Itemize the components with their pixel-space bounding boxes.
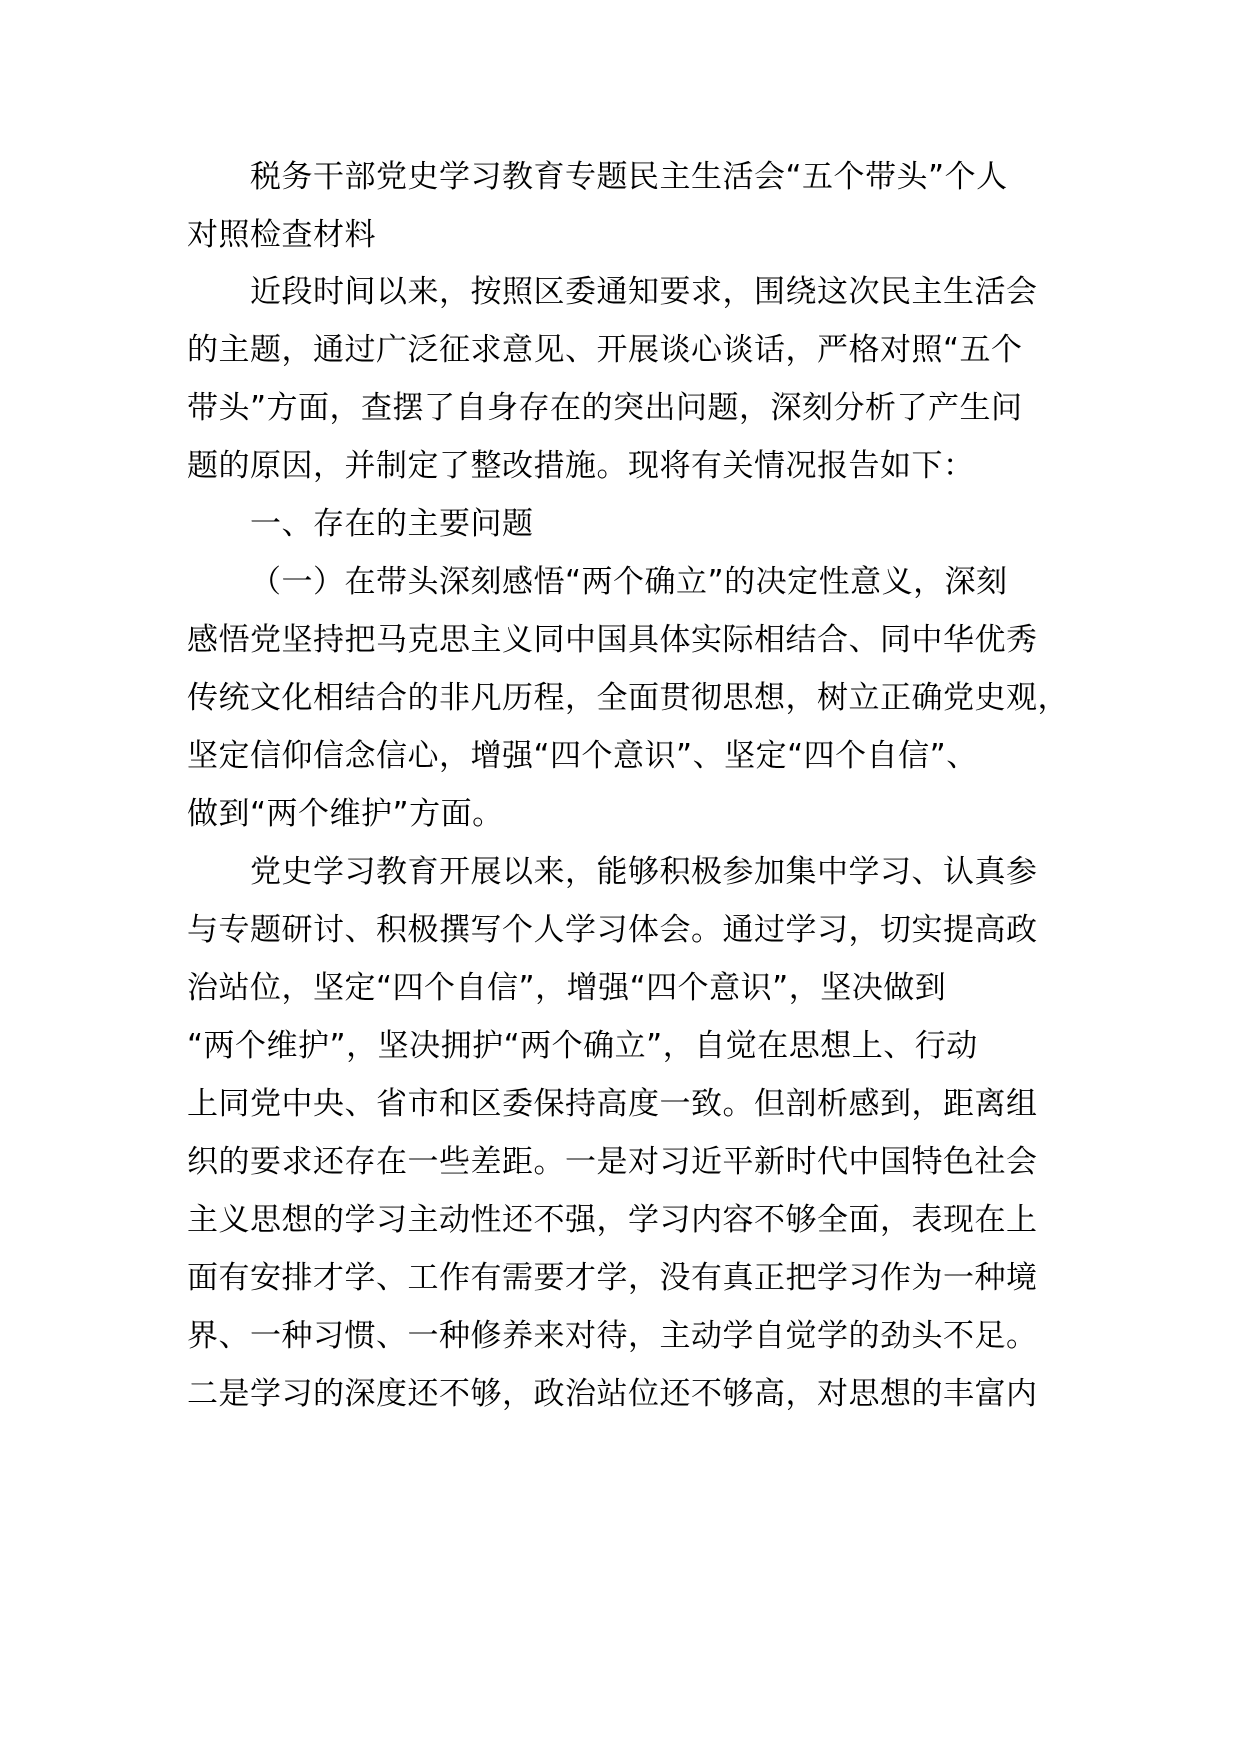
document-title-line-1: 税务干部党史学习教育专题民主生活会“五个带头”个人 — [250, 159, 1008, 195]
body-paragraph-line-3: 治站位，坚定“四个自信”，增强“四个意识”，坚决做到 — [187, 970, 947, 1006]
intro-paragraph-line-3: 带头”方面，查摆了自身存在的突出问题，深刻分析了产生问 — [187, 390, 1023, 426]
subsection-heading-line-1: （一）在带头深刻感悟“两个确立”的决定性意义，深刻 — [250, 564, 1008, 600]
body-paragraph-line-9: 界、一种习惯、一种修养来对待，主动学自觉学的劲头不足。 — [187, 1318, 1038, 1354]
body-paragraph-line-2: 与专题研讨、积极撰写个人学习体会。通过学习，切实提高政 — [187, 912, 1038, 948]
subsection-heading-line-2: 感悟党坚持把马克思主义同中国具体实际相结合、同中华优秀 — [187, 622, 1038, 658]
section-heading: 一、存在的主要问题 — [250, 506, 534, 542]
subsection-heading-line-3: 传统文化相结合的非凡历程，全面贯彻思想，树立正确党史观， — [187, 680, 1069, 716]
body-paragraph-line-7: 主义思想的学习主动性还不强，学习内容不够全面，表现在上 — [187, 1202, 1038, 1238]
subsection-heading-line-5: 做到“两个维护”方面。 — [187, 796, 504, 832]
intro-paragraph-line-1: 近段时间以来，按照区委通知要求，围绕这次民主生活会 — [250, 274, 1038, 310]
intro-paragraph-line-2: 的主题，通过广泛征求意见、开展谈心谈话，严格对照“五个 — [187, 332, 1023, 368]
intro-paragraph-line-4: 题的原因，并制定了整改措施。现将有关情况报告如下： — [187, 448, 975, 484]
document-title-line-2: 对照检查材料 — [187, 217, 376, 253]
body-paragraph-line-5: 上同党中央、省市和区委保持高度一致。但剖析感到，距离组 — [187, 1086, 1038, 1122]
body-paragraph-line-10: 二是学习的深度还不够，政治站位还不够高，对思想的丰富内 — [187, 1376, 1038, 1412]
body-paragraph-line-6: 织的要求还存在一些差距。一是对习近平新时代中国特色社会 — [187, 1144, 1038, 1180]
body-paragraph-line-8: 面有安排才学、工作有需要才学，没有真正把学习作为一种境 — [187, 1260, 1038, 1296]
body-paragraph-line-1: 党史学习教育开展以来，能够积极参加集中学习、认真参 — [250, 854, 1038, 890]
subsection-heading-line-4: 坚定信仰信念信心，增强“四个意识”、坚定“四个自信”、 — [187, 738, 978, 774]
body-paragraph-line-4: “两个维护”，坚决拥护“两个确立”，自觉在思想上、行动 — [187, 1028, 978, 1064]
